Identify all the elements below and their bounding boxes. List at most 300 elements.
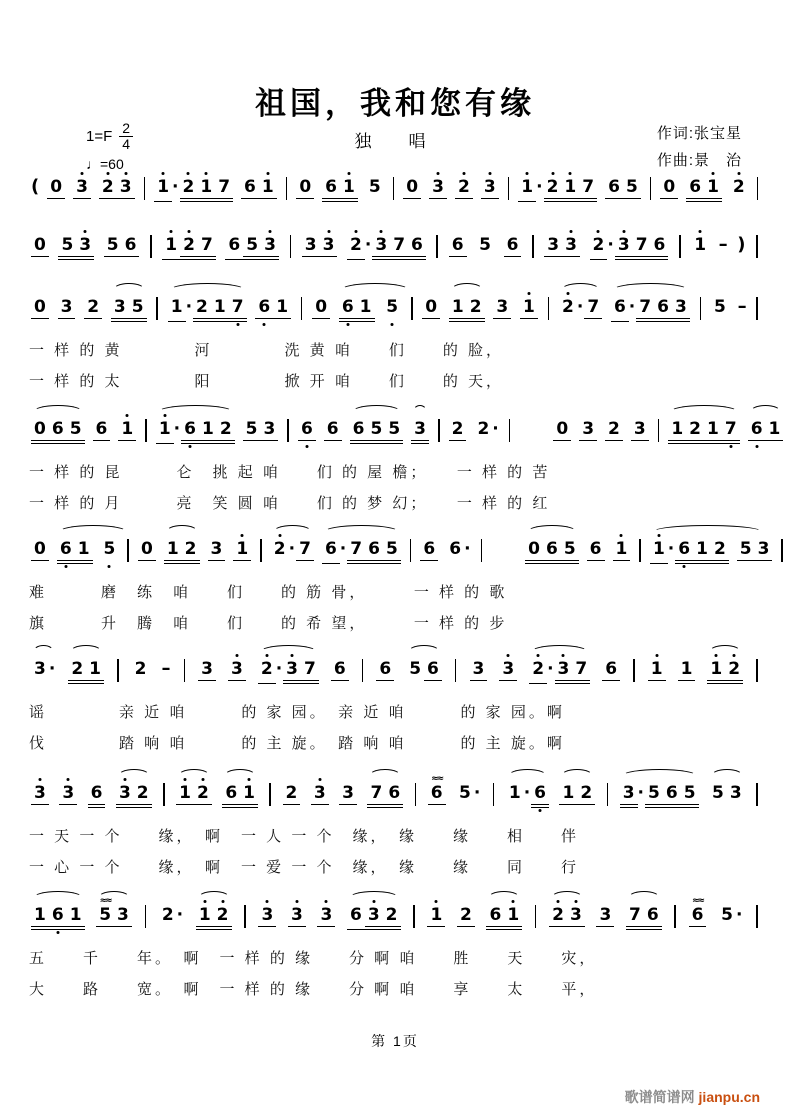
credits (657, 120, 742, 174)
note-token: 6 (587, 538, 605, 561)
note-token: 1 (561, 176, 579, 202)
note-token: 7 (229, 296, 247, 322)
note-token: 3 (58, 296, 76, 319)
note-group (711, 296, 729, 318)
note-token: 5 (385, 418, 403, 444)
note-token: 0 (422, 296, 440, 319)
note-token: 2 (455, 176, 473, 199)
note-token: 3 (411, 418, 429, 444)
lyric-line: 五 千 年。 啊 一 样 的 缘 分 啊 咱 胜 天 灾， (29, 950, 598, 967)
note-token: 1 (518, 176, 536, 202)
note-group (162, 234, 216, 260)
note-token: 3 (59, 782, 77, 805)
note-group (499, 658, 517, 681)
note-group (96, 904, 132, 927)
note-group (429, 176, 447, 199)
note-token: 3 (493, 296, 511, 319)
augmentation-dot: · (628, 297, 636, 317)
note-group (529, 658, 590, 684)
music-symbol: – (161, 658, 171, 679)
note-group (350, 418, 404, 444)
note-token: 0 (660, 176, 678, 199)
note-group (228, 658, 246, 681)
note-group (322, 176, 358, 202)
music-system (15, 176, 775, 202)
note-token: 6 (449, 539, 462, 559)
note-group (31, 234, 49, 257)
note-token: 1 (648, 658, 666, 681)
note-token: 6 (255, 296, 273, 319)
note-token: 7 (633, 234, 651, 260)
note-group (196, 904, 232, 930)
barline (650, 177, 652, 200)
note-token: 6 (651, 234, 669, 260)
music-system (15, 658, 775, 753)
barline (127, 539, 129, 562)
barline (410, 539, 412, 562)
barline (269, 783, 271, 806)
note-token: 6 (324, 418, 342, 441)
augmentation-dot: · (185, 297, 193, 317)
note-token: 2 (180, 176, 198, 202)
note-group (339, 296, 375, 322)
note-group (456, 782, 481, 804)
note-group (428, 782, 446, 805)
music-system (15, 782, 775, 877)
note-group (31, 538, 49, 561)
augmentation-dot: · (735, 905, 743, 925)
barline (438, 419, 440, 442)
note-token: 3 (562, 234, 580, 257)
key-signature-block (86, 121, 133, 172)
note-token: 6 (605, 176, 623, 199)
barline (156, 297, 158, 320)
music-system (15, 234, 775, 260)
note-group (93, 418, 111, 441)
note-token: 2 (258, 658, 276, 684)
note-token: 1 (357, 296, 375, 322)
watermark-site-name: 歌谱简谱网 (624, 1089, 699, 1105)
note-group (411, 418, 429, 444)
note-group (590, 234, 669, 260)
time-signature-numerator: 2 (119, 121, 133, 137)
note-group (68, 658, 104, 684)
notes-row (15, 296, 775, 322)
note-token: 2 (194, 782, 212, 805)
note-token: 2 (193, 296, 211, 322)
note-group (631, 418, 649, 441)
note-token: 5 (67, 418, 85, 444)
music-symbol: ( (31, 176, 40, 197)
note-token: 5 (712, 783, 724, 803)
note-group (427, 904, 445, 927)
note-token: 6 (49, 904, 67, 930)
note-token: 2 (549, 904, 567, 927)
note-token: 3 (76, 234, 94, 260)
note-group (737, 538, 773, 561)
note-token: 3 (111, 296, 129, 322)
barline (493, 783, 495, 806)
note-token: 6 (543, 538, 561, 564)
notes-row (15, 658, 775, 684)
note-token: 1 (156, 418, 174, 444)
note-group (271, 538, 314, 561)
note-group (58, 234, 94, 260)
note-group (111, 296, 147, 322)
augmentation-dot: · (492, 419, 499, 439)
note-token: 0 (312, 296, 330, 319)
barline (535, 905, 537, 928)
augmentation-dot: · (536, 177, 543, 197)
note-token: 3 (261, 234, 279, 260)
note-group (449, 234, 467, 257)
note-group (730, 176, 748, 198)
note-group (331, 658, 349, 681)
note-group (154, 176, 233, 202)
note-token: 2 (605, 418, 623, 441)
note-group (99, 176, 135, 199)
note-group (457, 904, 475, 927)
note-group (486, 904, 522, 930)
note-group (366, 176, 384, 198)
note-token: 3 (288, 904, 306, 927)
note-token: 5 (459, 783, 471, 803)
note-token: 7 (636, 296, 654, 322)
note-group (481, 176, 499, 199)
note-token: 1 (678, 658, 696, 681)
note-token: 6 (365, 538, 383, 564)
barline (260, 539, 262, 562)
note-token: 6 (654, 296, 672, 322)
note-token: 2 (457, 904, 475, 927)
note-token: 3 (317, 904, 335, 927)
augmentation-dot: · (523, 783, 531, 803)
note-token: 7 (198, 234, 216, 260)
note-group (138, 538, 156, 561)
barline (756, 297, 758, 320)
note-token: 3 (755, 538, 773, 561)
note-group (367, 782, 403, 808)
note-token: 3 (198, 658, 216, 681)
note-group (31, 658, 56, 680)
barline (415, 783, 417, 806)
note-group (422, 296, 440, 319)
note-token: 6 (49, 418, 67, 444)
note-token: 2 (477, 419, 490, 439)
note-group (302, 234, 338, 257)
note-group (118, 418, 136, 441)
note-group (611, 296, 690, 322)
note-group (132, 658, 150, 680)
barline (532, 235, 534, 258)
note-group (493, 296, 511, 319)
note-token: 5 (713, 297, 726, 317)
barline (184, 659, 186, 682)
augmentation-dot: · (288, 539, 296, 559)
note-token: 2 (590, 234, 608, 260)
notes-row (15, 234, 775, 260)
note-token: 1 (693, 538, 711, 564)
note-token: 6 (376, 658, 394, 681)
lyric-line: 旗 升 腾 咱 们 的 希 望， 一 样 的 步 (29, 615, 508, 632)
note-group (470, 658, 488, 681)
note-token: 7 (722, 418, 740, 444)
note-group (255, 296, 291, 319)
note-token: 3 (672, 296, 690, 322)
barline (287, 419, 289, 442)
lyric-line: 谣 亲 近 咱 的 家 园。 亲 近 咱 的 家 园。啊 (29, 704, 565, 721)
barline (163, 783, 165, 806)
note-token: 0 (31, 296, 49, 319)
note-token: 6 (486, 904, 504, 930)
note-group (626, 904, 662, 930)
note-group (57, 538, 93, 564)
notes-row (15, 538, 775, 564)
note-token: 5 (721, 905, 733, 925)
performance-type: 独 唱 (354, 132, 436, 151)
barline (756, 783, 758, 806)
barline (607, 783, 609, 806)
note-group (520, 296, 538, 319)
note-group (559, 782, 595, 805)
note-token: 2 (180, 234, 198, 260)
note-token: 2 (544, 176, 562, 202)
barline (700, 297, 702, 320)
note-token: 2 (271, 538, 289, 561)
note-token: 3 (615, 234, 633, 260)
note-token: 6 (424, 658, 442, 681)
note-token: 2 (214, 904, 232, 930)
note-group (650, 538, 729, 564)
note-group (446, 538, 471, 560)
note-group (288, 904, 306, 927)
note-token: 3 (261, 418, 279, 441)
music-system (15, 418, 781, 513)
note-token: ≈≈ 5 (96, 904, 114, 927)
note-group (660, 176, 678, 199)
note-group (748, 418, 784, 441)
augmentation-dot: · (275, 659, 283, 679)
barline (674, 905, 676, 928)
note-token: 0 (138, 538, 156, 561)
note-token: 7 (626, 904, 644, 930)
note-token: 1 (427, 904, 445, 927)
note-token: 7 (584, 296, 602, 319)
note-token: 6 (611, 296, 629, 322)
note-token: 1 (86, 658, 104, 684)
note-token: 5 (243, 418, 261, 441)
note-token: 1 (340, 176, 358, 202)
note-group (449, 418, 467, 441)
note-token: 3 (481, 176, 499, 199)
note-token: 1 (691, 234, 709, 256)
augmentation-dot: · (464, 539, 471, 559)
note-group (241, 176, 277, 199)
note-group (168, 296, 247, 322)
note-token: 2 (449, 418, 467, 441)
note-token: 1 (704, 418, 722, 444)
note-token: 0 (296, 176, 314, 199)
note-token: 1 (211, 296, 229, 322)
note-token: 6 (331, 658, 349, 681)
note-token: 6 (686, 176, 704, 202)
song-title: 祖国，我和您有缘 (255, 86, 535, 122)
note-group (559, 296, 602, 319)
note-group (549, 904, 585, 927)
note-group (339, 782, 357, 805)
note-group (225, 234, 279, 260)
note-group (605, 418, 623, 441)
note-group (59, 782, 77, 805)
note-group (544, 234, 580, 257)
augmentation-dot: · (637, 783, 644, 803)
barline (679, 235, 681, 258)
note-token: 2 (467, 296, 485, 322)
note-token: 6 (408, 234, 426, 260)
note-token: 5 (368, 177, 381, 197)
note-token: 3 (631, 418, 649, 441)
note-token: 6 (644, 904, 662, 930)
note-token: 2 (686, 418, 704, 444)
note-token: 1 (650, 538, 668, 564)
lyric-line: 一 样 的 黄 河 洗 黄 咱 们 的 脸， (29, 342, 505, 359)
note-token: 0 (47, 176, 65, 199)
augmentation-dot: · (667, 539, 675, 559)
note-token: 0 (31, 538, 49, 561)
lyric-line: 一 样 的 昆 仑 挑 起 咱 们 的 屋 檐； 一 样 的 苦 (29, 464, 551, 481)
note-token: 2 (134, 659, 147, 679)
note-token: 1 (559, 782, 577, 805)
note-token: 2 (725, 658, 743, 684)
note-token: 1 (259, 176, 277, 199)
notes-row (15, 418, 781, 444)
augmentation-dot: · (48, 659, 56, 679)
note-token: 2 (577, 782, 595, 805)
time-signature-denominator: 4 (122, 136, 131, 152)
note-token: 6 (181, 418, 199, 444)
barline (658, 419, 660, 442)
note-token: 1 (766, 418, 784, 441)
music-system (15, 296, 775, 391)
note-group (587, 538, 605, 561)
note-token: 5 (681, 782, 699, 808)
music-system (15, 904, 775, 999)
note-token: 0 (31, 234, 49, 257)
note-token: 6 (88, 782, 106, 808)
note-group (258, 658, 319, 684)
note-group (311, 782, 329, 805)
note-token: 3 (320, 234, 338, 257)
note-token: 3 (228, 658, 246, 681)
barline (244, 905, 246, 928)
note-token: 6 (504, 234, 522, 257)
note-token: 3 (31, 782, 49, 805)
note-token: 3 (470, 658, 488, 681)
music-symbol: ) (737, 234, 746, 255)
note-group (31, 296, 49, 319)
barline (756, 905, 758, 928)
note-token: 2 (99, 176, 117, 199)
note-group (689, 904, 707, 927)
augmentation-dot: · (173, 419, 181, 439)
note-token: 5 (101, 538, 119, 560)
note-token: 2 (383, 904, 401, 930)
note-group (449, 296, 485, 322)
note-token: 3 (729, 783, 742, 803)
note-group (718, 904, 743, 926)
note-group (420, 538, 438, 561)
barline (508, 177, 510, 200)
note-token: 1 (504, 904, 522, 930)
note-token: 1 (168, 296, 186, 322)
note-token: 3 (372, 234, 390, 260)
note-token: 0 (525, 538, 543, 564)
note-token: 1 (240, 782, 258, 808)
note-group (298, 418, 316, 441)
note-token: 6 (347, 904, 365, 930)
note-group (525, 538, 579, 564)
note-token: 2 (730, 176, 748, 198)
note-group (324, 418, 342, 441)
note-token: 3 (283, 658, 301, 684)
note-group (104, 234, 140, 257)
barline (144, 177, 146, 200)
note-token: 6 (225, 234, 243, 260)
note-token: 1 (508, 783, 521, 803)
note-token: 1 (162, 234, 180, 260)
note-group (406, 658, 442, 681)
note-group (322, 538, 401, 564)
note-group (47, 176, 65, 199)
note-token: 3 (567, 904, 585, 927)
note-token: 6 (241, 176, 259, 199)
note-token: 6 (322, 538, 340, 564)
note-token: 3 (73, 176, 91, 199)
barline (455, 659, 457, 682)
note-token: 1 (613, 538, 631, 561)
barline (393, 177, 395, 200)
note-group (312, 296, 330, 319)
note-group (283, 782, 301, 805)
barline (150, 235, 152, 258)
note-token: 3 (596, 904, 614, 927)
note-token: 7 (301, 658, 319, 684)
lyricist-credit: 作词:张宝星 (656, 125, 742, 142)
note-group (156, 418, 235, 444)
note-group (116, 782, 152, 808)
note-group (243, 418, 279, 441)
note-group (403, 176, 421, 199)
note-token: 5 (129, 296, 147, 322)
note-group (686, 176, 722, 202)
barline (301, 297, 303, 320)
barline (548, 297, 550, 320)
lyric-line: 一 样 的 月 亮 笑 圆 咱 们 的 梦 幻； 一 样 的 红 (29, 495, 551, 512)
lyric-line: 大 路 宽。 啊 一 样 的 缘 分 啊 咱 享 太 平， (29, 981, 598, 998)
note-group (691, 234, 709, 256)
note-group (222, 782, 258, 808)
barline (117, 659, 119, 682)
note-token: 5 (383, 538, 401, 564)
augmentation-dot: · (576, 297, 584, 317)
note-token: 7 (572, 658, 590, 684)
lyric-line: 伐 踏 响 咱 的 主 旋。 踏 响 咱 的 主 旋。啊 (29, 735, 565, 752)
note-group (579, 418, 597, 441)
barline (633, 659, 635, 682)
note-token: 3 (365, 904, 383, 930)
note-token: 3 (555, 658, 573, 684)
note-group (474, 418, 499, 440)
